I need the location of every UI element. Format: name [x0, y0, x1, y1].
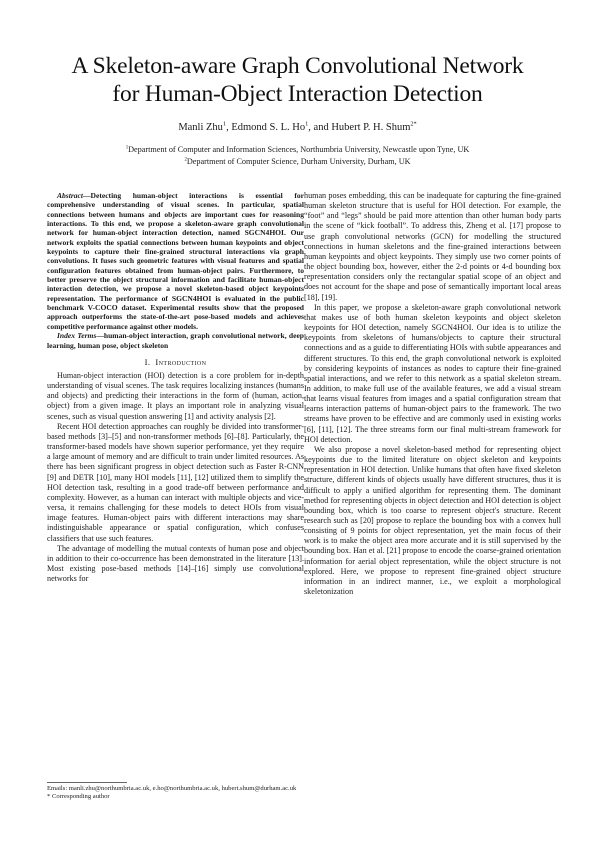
- paper-title: [40, 52, 555, 108]
- affiliation-mark: 1: [125, 145, 129, 151]
- author-mark: 1: [305, 120, 309, 128]
- index-terms-label: Index Terms: [57, 331, 97, 341]
- section-number: I.: [144, 356, 151, 367]
- section-heading-introduction: [47, 357, 304, 367]
- intro-paragraph-3: The advantage of modelling the mutual contexts of human pose and object in addition to their co-occurrence has been demonstrated in the literature [13]. Most existing pose-based methods [14]–[16] simply use convolutional networks for: [47, 543, 304, 584]
- right-paragraph-3: We also propose a novel skeleton-based method for representing object keypoints due to the limited literature on object skeleton and keypoints representation in HOI detection. Unlike humans that often have fixed skeleton structure, different kinds of objects usually have different structures, thus it is difficult to apply a unified algorithm for representing them. The dominant method for representing objects in object detection and HOI detection is object bounding box, which is too coarse to represent object's structure. Recent research such as [20] propose to replace the bounding box with a convex hull consisting of 9 points for object representation, yet the main focus of their work is to make the object area more accurate and it is still supervised by the bounding box. Han et al. [21] propose to encode the coarse-grained orientation information for aerial object representation, while the object structure is not explored. Here, we propose to represent fine-grained object structure information in an indirect manner, i.e., we exploit a morphological skeletonization: [304, 444, 561, 597]
- author-name: Manli Zhu: [178, 122, 223, 133]
- section-title: Introduction: [155, 356, 207, 367]
- footnote-rule: [47, 782, 127, 783]
- right-column: [304, 191, 561, 597]
- author-list: [40, 122, 555, 133]
- author-name: and Hubert P. H. Shum: [313, 122, 411, 133]
- footnote-corresponding: * Corresponding author: [47, 793, 110, 801]
- intro-paragraph-2: Recent HOI detection approaches can roughly be divided into transformer-based methods [3]–[5] and non-transformer methods [6]–[8]. Particularly, the transformer-based models have shown superior performance, yet they require a large amount of memory and are difficult to train under limited resources. As there has been significant progress in object detection such as Faster R-CNN [9] and DETR [10], many HOI models [11], [12] utilized them to simplify the HOI detection task, resulting in a good trade-off between performance and complexity. However, as a human can interact with multiple objects and vice-versa, it remains challenging for these models to detect HOIs from visual image features. Human-object pairs with different interactions may share indistinguishable appearance or spatial configuration, which confuses classifiers that use such features.: [47, 421, 304, 543]
- affiliation-1: [40, 145, 555, 154]
- left-column: [47, 191, 304, 776]
- right-paragraph-2: In this paper, we propose a skeleton-aware graph convolutional network that makes use of both human skeleton keypoints and object skeleton keypoints for HOI detection, namely SGCN4HOI. Our idea is to utilize the keypoints from skeletons of humans/objects to capture their structural connections and as a guide to differentiating HOIs with subtle appearances and different structures. To this end, the graph convolutional network is exploited by considering keypoints of instances as nodes to capture their fine-grained spatial interactions, and we refer to this network as a spatial skeleton stream. In addition, to make full use of the available features, we add a visual stream that learns visual features from images and a spatial configuration stream that learns interaction patterns of human-object pairs to the framework. The two streams have proven to be effective and are commonly used in existing works [6], [11], [12]. The three streams form our final multi-stream framework for HOI detection.: [304, 302, 561, 444]
- affiliation-mark: 2: [184, 157, 187, 163]
- footnote-emails: Emails: manli.zhu@northumbria.ac.uk, e.ho@northumbria.ac.uk, hubert.shum@durham.ac.uk: [47, 785, 297, 792]
- author-separator: ,: [308, 122, 314, 133]
- author-separator: ,: [226, 122, 232, 133]
- abstract-label: Abstract: [57, 191, 83, 200]
- affiliation-text: Department of Computer Science, Durham University, Durham, UK: [186, 157, 411, 166]
- intro-paragraph-1: Human-object interaction (HOI) detection is a core problem for in-depth understanding of visual scenes. The task requires localizing instances (humans and objects) and predicting their interactions in the form of (human, action, object) from a given image. It plays an important role in analyzing visual scenes, such as visual question answering [1] and activity analysis [2].: [47, 371, 304, 421]
- abstract-text: —Detecting human-object interactions is essential for comprehensive understanding of visual scenes. In particular, spatial connections between humans and objects are important cues for reasoning interactions. To this end, we propose a skeleton-aware graph convolutional network for human-object interaction detection, named SGCN4HOI. Our network exploits the spatial connections between human keypoints and object keypoints to capture their fine-grained structural interactions via graph convolutions. It fuses such geometric features with visual features and spatial configuration features obtained from human-object pairs. Furthermore, to better preserve the object structural information and facilitate human-object interaction detection, we propose a novel skeleton-based object keypoints representation. The performance of SGCN4HOI is evaluated in the public benchmark V-COCO dataset. Experimental results show that the proposed approach outperforms the state-of-the-art pose-based models and achieves competitive performance against other models.: [47, 191, 304, 331]
- affiliation-text: Department of Computer and Information Sciences, Northumbria University, Newcastle upon Tyne, UK: [128, 145, 470, 154]
- affiliation-2: [40, 157, 555, 166]
- title-line-2: for Human-Object Interaction Detection: [112, 81, 483, 107]
- footnotes: [47, 785, 304, 802]
- right-paragraph-1: human poses embedding, this can be inadequate for capturing the fine-grained human skeleton structure that is useful for HOI detection. For example, the “foot” and “legs” should be paid more attention than other human body parts in the scene of “kick football”. To address this, Zheng et al. [17] propose to use graph convolutional networks (GCN) for modelling the structured connections in human skeletons and the fine-grained interactions between human keypoints and object keypoints. They simply use two corner points of the object bounding box, however, either the 2-d points or 4-d bounding box representation considers only the rectangular spatial scope of an object and does not account for the shape and pose of semantically important local areas [18], [19].: [304, 191, 561, 302]
- index-terms: [47, 331, 304, 350]
- author-mark: 1: [222, 120, 227, 128]
- abstract: [47, 191, 304, 331]
- index-terms-text: —human-object interaction, graph convolutional network, deep learning, human pose, object skeleton: [47, 331, 305, 350]
- author-name: Edmond S. L. Ho: [231, 122, 306, 133]
- author-mark: 2*: [410, 120, 417, 128]
- title-line-1: A Skeleton-aware Graph Convolutional Network: [71, 53, 524, 79]
